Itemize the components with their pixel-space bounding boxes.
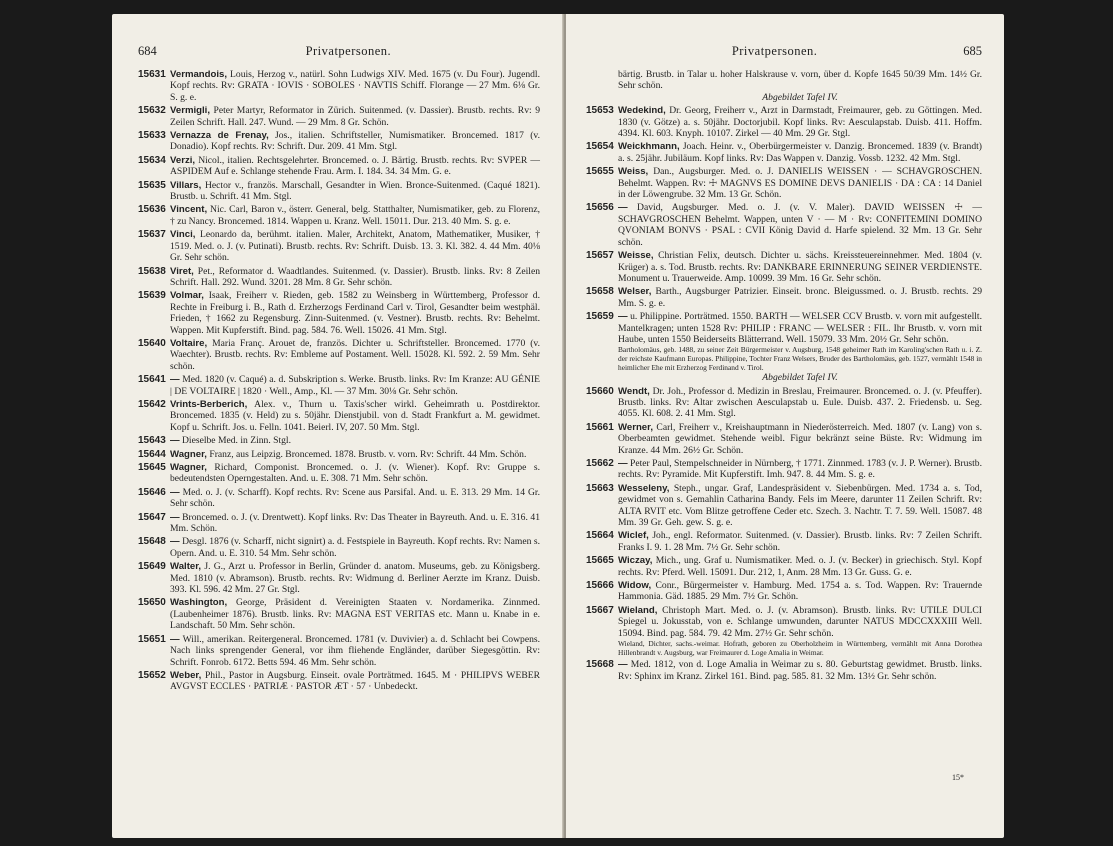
entry-body bbox=[618, 311, 982, 383]
lot-number: 15660 bbox=[586, 385, 614, 397]
entry-name: — bbox=[170, 435, 180, 447]
entry-description: David, Augsburger. Med. o. J. (v. V. Maler). DAVID WEISSEN ☩ — SCHAVGROSCHEN Behelmt. Wappen, unten V · — M · Rv: CONFITEMINI DOMINO QVONIAM BONVS · PSAL : CVII König David d. Harfe spielend. 32 Mm. 13 Gr. Sehr schön. bbox=[618, 202, 982, 248]
lot-number: 15661 bbox=[586, 421, 614, 433]
lot-number: 15650 bbox=[138, 597, 166, 609]
lot-number: 15635 bbox=[138, 179, 166, 191]
continued-entry-text: bärtig. Brustb. in Talar u. hoher Halskrause v. vorn, über d. Kopfe 1645 50/39 Mm. 14½ Gr. Sehr schön. bbox=[618, 69, 982, 92]
entry-body bbox=[618, 286, 982, 309]
entry-description: Maria Franç. Arouet de, französ. Dichter u. Schriftsteller. Broncemed. 1770 (v. Waechter). Brustb. rechts. Rv: Embleme auf Postament. Well. 15028. Kl. 592. 2. 59 Mm. Sehr schön. bbox=[170, 337, 540, 372]
catalog-entry bbox=[586, 555, 982, 578]
entry-name: — bbox=[170, 536, 180, 548]
entry-name: Wesseleny, bbox=[618, 482, 670, 494]
entry-description: Louis, Herzog v., natürl. Sohn Ludwigs XIV. Med. 1675 (v. Du Four). Jugendl. Kopf rechts. Rv: GRATA · IOVIS · SOBOLES · NAVTIS Schiff. Florange — 27 Mm. 6⅛ Gr. S. g. e. bbox=[170, 69, 540, 103]
catalog-entry bbox=[138, 204, 540, 227]
lot-number: 15655 bbox=[586, 166, 614, 178]
entry-name: — bbox=[170, 486, 180, 498]
entry-description: Joh., engl. Reformator. Suitenmed. (v. Dassier). Brustb. links. Rv: 7 Zeilen Schrift. Franks I. 9. 1. 28 Mm. 7½ Gr. Sehr schön. bbox=[618, 530, 982, 553]
running-head-title: Privatpersonen. bbox=[731, 44, 818, 58]
entry-body bbox=[170, 266, 540, 289]
lot-number: 15666 bbox=[586, 580, 614, 592]
catalog-entry bbox=[586, 250, 982, 284]
entry-body bbox=[170, 597, 540, 631]
catalog-entry bbox=[138, 597, 540, 631]
entry-body bbox=[618, 166, 982, 200]
lot-number: 15659 bbox=[586, 311, 614, 323]
catalog-entry bbox=[586, 458, 982, 481]
entry-body bbox=[170, 512, 540, 535]
entry-description: Will., amerikan. Reitergeneral. Broncemed. 1781 (v. Duvivier) a. d. Schlacht bei Cowpens. Nach links sprengender General, vor ihm fliehende Engländer, darüber Siegesgöttin. Rv: Schrift. Fonrob. 6172. Betts 594. 46 Mm. Sehr schön. bbox=[170, 633, 541, 668]
lot-number: 15651 bbox=[138, 633, 166, 645]
catalog-entry bbox=[586, 386, 982, 420]
catalog-entry bbox=[138, 338, 540, 372]
catalog-entry bbox=[586, 580, 982, 603]
entry-name: — bbox=[170, 633, 180, 645]
running-head-right bbox=[586, 44, 982, 59]
entry-description: Desgl. 1876 (v. Scharff, nicht signirt) a. d. Festspiele in Bayreuth. Kopf rechts. Rv: Namen s. Opern. And. u. E. 310. 54 Mm. Sehr schön. bbox=[170, 536, 540, 559]
continued-entry bbox=[618, 69, 982, 103]
entry-body bbox=[618, 659, 982, 682]
entry-name: Voltaire, bbox=[170, 337, 208, 349]
entry-description: Hector v., französ. Marschall, Gesandter in Wien. Bronce-Suitenmed. (Caqué 1821). Brustb. u. Schrift. 41 Mm. Stgl. bbox=[170, 179, 540, 203]
entry-name: Wieland, bbox=[618, 604, 658, 616]
entry-description: Carl, Freiherr v., Kreishauptmann in Niederösterreich. Med. 1807 (v. Lang) von s. Oberbeamten gewidmet. Stehende weibl. Figur bekränzt seine Büste. Rv: Widmung im Kranze. 44 Mm. 26½ Gr. Schön. bbox=[618, 421, 982, 456]
entry-description: Pet., Reformator d. Waadtlandes. Suitenmed. (v. Dassier). Brustb. links. Rv: 8 Zeilen Schrift. Hall. 292. Wund. 3201. 28 Mm. 8 Gr. Sehr schön. bbox=[170, 265, 541, 288]
entry-list-left bbox=[138, 69, 540, 693]
entry-description: Franz, aus Leipzig. Broncemed. 1878. Brustb. v. vorn. Rv: Schrift. 44 Mm. Schön. bbox=[209, 448, 527, 460]
entry-description: Dr. Joh., Professor d. Medizin in Breslau, Freimaurer. Broncemed. o. J. (v. Pfeuffer). Brustb. links. Rv: Altar zwischen Aesculapstab u. Eule. Duisb. 437. 2. Friedensb. u. Seg. 4055. Kl. 608. 2. 41 Mm. Stgl. bbox=[618, 385, 982, 420]
lot-number: 15644 bbox=[138, 448, 166, 460]
lot-number: 15638 bbox=[138, 265, 166, 277]
catalog-entry bbox=[586, 105, 982, 139]
right-page bbox=[566, 14, 1004, 838]
entry-name: Weisse, bbox=[618, 250, 654, 262]
catalog-entry bbox=[138, 266, 540, 289]
lot-number: 15646 bbox=[138, 486, 166, 498]
entry-body bbox=[618, 530, 982, 553]
lot-number: 15667 bbox=[586, 604, 614, 616]
entry-body bbox=[170, 69, 540, 103]
entry-footnote: Wieland, Dichter, sachs.-weimar. Hofrath, geboren zu Oberholzheim in Württemberg, vermählt mit Anna Dorothea Hillenbrandt v. Augsburg, war Freimaurer d. Loge Amalia in Weimar. bbox=[618, 639, 982, 657]
entry-description: Alex. v., Thurn u. Taxis'scher wirkl. Geheimrath u. Postdirektor. Broncemed. 1835 (v. Held) zu s. 50jähr. Dienstjubil. von d. Stadt Frankfurt a. M. gewidmet. Kopf u. Schrift. Jos. u. Felln. 1041. Beierl. IV, 207. 50 Mm. Stgl. bbox=[170, 398, 541, 433]
entry-description: Jos., italien. Schriftsteller, Numismatiker. Broncemed. 1817 (v. Donadio). Kopf rechts. Rv: Schrift. Dur. 209. 41 Mm. Stgl. bbox=[170, 130, 540, 153]
catalog-entry bbox=[586, 166, 982, 200]
entry-description: Med. 1812, von d. Loge Amalia in Weimar zu s. 80. Geburtstag gewidmet. Brustb. links. Rv: Sphinx im Kranz. Zirkel 161. Bind. pag. 585. 81. 32 Mm. 13½ Gr. Sehr schön. bbox=[618, 659, 982, 682]
entry-body bbox=[618, 202, 982, 248]
catalog-entry bbox=[138, 180, 540, 203]
catalog-entry bbox=[138, 69, 540, 103]
entry-body bbox=[170, 155, 540, 178]
entry-body bbox=[170, 435, 540, 446]
entry-body bbox=[170, 399, 540, 433]
entry-body bbox=[618, 605, 982, 657]
entry-body bbox=[170, 374, 540, 397]
entry-name: — bbox=[618, 457, 628, 469]
catalog-entry bbox=[138, 130, 540, 153]
catalog-entry bbox=[586, 422, 982, 456]
lot-number: 15641 bbox=[138, 374, 166, 386]
entry-name: Walter, bbox=[170, 561, 202, 573]
lot-number: 15642 bbox=[138, 398, 166, 410]
entry-body bbox=[170, 449, 540, 460]
catalog-entry bbox=[586, 311, 982, 383]
entry-description: Med. 1820 (v. Caqué) a. d. Subskription s. Werke. Brustb. links. Rv: Im Kranze: AU GÉNIE | DE VOLTAIRE | 1820 · Well., Amp., Kl. — 37 Mm. 30⅛ Gr. Sehr schön. bbox=[170, 374, 540, 397]
catalog-entry bbox=[586, 483, 982, 529]
entry-name: Weickhmann, bbox=[618, 141, 680, 153]
entry-body bbox=[618, 105, 982, 139]
lot-number: 15648 bbox=[138, 536, 166, 548]
lot-number: 15663 bbox=[586, 482, 614, 494]
entry-body bbox=[618, 458, 982, 481]
entry-body bbox=[170, 105, 540, 128]
lot-number: 15668 bbox=[586, 659, 614, 671]
entry-name: Wagner, bbox=[170, 462, 207, 473]
entry-description: Dan., Augsburger. Med. o. J. DANIELIS WEISSEN · — SCHAVGROSCHEN. Behelmt. Wappen. Rv: ☩ MAGNVS ES DOMINE DEVS DANIELIS · DA : CA : 14 Daniel in der Löwengrube. 32 Mm. 13 Gr. Schön. bbox=[618, 166, 982, 201]
entry-description: Peter Paul, Stempelschneider in Nürnberg, † 1771. Zinnmed. 1783 (v. J. P. Werner). Brustb. rechts. Rv: Pyramide. Mit Kupferstift. Imh. 947. 8. 44 Mm. S. g. e. bbox=[618, 457, 982, 481]
entry-description: Nicol., italien. Rechtsgelehrter. Broncemed. o. J. Bärtig. Brustb. rechts. Rv: SVPER — ASPIDEM Auf e. Schlange stehende Frau. Arm. I. 184. 34. 34 Mm. G. e. bbox=[170, 154, 540, 178]
lot-number: 15645 bbox=[138, 462, 166, 473]
entry-body bbox=[170, 634, 540, 668]
running-head-title: Privatpersonen. bbox=[305, 44, 392, 58]
entry-name: Verzi, bbox=[170, 154, 196, 166]
page-number: 685 bbox=[963, 44, 982, 58]
entry-name: — bbox=[618, 311, 628, 323]
entry-name: Wiclef, bbox=[618, 530, 649, 542]
entry-name: Werner, bbox=[618, 421, 654, 433]
lot-number: 15653 bbox=[586, 105, 614, 117]
entry-description: Phil., Pastor in Augsburg. Einseit. ovale Porträtmed. 1645. M · PHILIPVS WEBER AVGVST ECCLES · PATRIÆ · PASTOR ÆT · 57 · Unbedeckt. bbox=[170, 669, 540, 693]
catalog-entry bbox=[138, 536, 540, 559]
entry-body bbox=[618, 250, 982, 284]
catalog-entry bbox=[138, 512, 540, 535]
entry-description: Isaak, Freiherr v. Rieden, geb. 1582 zu Weinsberg in Württemberg, Professor d. Rechte in Freiburg i. B., Rath d. Erzherzogs Ferdinand Carl v. Tirol, Gesandter beim westphäl. Frieden, † 1662 zu Regensburg. Zinn-Suitenmed. (v. Vestner). Brustb. rechts. Rv: Behelmt. Wappen. Mit Kupferstift. Bind. pag. 584. 76. Well. 15026. 41 Mm. Stgl. bbox=[170, 290, 540, 336]
plate-reference: Abgebildet Tafel IV. bbox=[762, 91, 838, 103]
entry-name: Wagner, bbox=[170, 448, 207, 460]
lot-number: 15656 bbox=[586, 202, 614, 214]
lot-number: 15652 bbox=[138, 669, 166, 681]
entry-name: Volmar, bbox=[170, 290, 204, 302]
lot-number: 15662 bbox=[586, 457, 614, 469]
catalog-entry bbox=[138, 670, 540, 693]
entry-name: Wendt, bbox=[618, 385, 650, 397]
entry-name: Vermandois, bbox=[170, 69, 228, 80]
entry-description: Steph., ungar. Graf, Landespräsident v. Siebenbürgen. Med. 1734 a. s. Tod, gewidmet von s. Gemahlin Catharina Bandy. Fels im Meere, darunter 11 Zeilen Schrift. Rv: ALTA RVIT etc. Vom Blitze getroffene Ceder etc. Szech. 3. Nachtr. T. 7. 59. Well. 15087. 48 Mm. 39 Gr. Geh. gew. S. g. e. bbox=[618, 482, 982, 528]
entry-body bbox=[170, 487, 540, 510]
entry-body bbox=[618, 422, 982, 456]
entry-name: Vrints-Berberich, bbox=[170, 398, 248, 410]
lot-number: 15640 bbox=[138, 337, 166, 349]
catalog-entry bbox=[586, 141, 982, 164]
catalog-entry bbox=[138, 462, 540, 485]
lot-number: 15636 bbox=[138, 204, 166, 216]
entry-footnote: Bartholomäus, geb. 1488, zu seiner Zeit Bürgermeister v. Augsburg, 1548 geheimer Rath im Karoling'schen Rath u. i. Z. der reichste Kaufmann Europas. Philippine, Tochter Franz Welsers, Bruder des Bartholomäus, geb. 1527, vermählt 1548 in heimlicher Ehe mit Erzherzog Ferdinand v. Tirol. bbox=[618, 345, 982, 372]
entry-body bbox=[170, 204, 540, 227]
entry-name: Viret, bbox=[170, 265, 194, 277]
entry-description: J. G., Arzt u. Professor in Berlin, Gründer d. anatom. Museums, geb. zu Königsberg. Med. 1810 (v. Abramson). Brustb. rechts. Rv: Widmung d. Berliner Aerzte im Kranz. Duisb. 393. Kl. 596. 42 Mm. 27 Gr. Stgl. bbox=[170, 561, 540, 596]
lot-number: 15664 bbox=[586, 530, 614, 542]
entry-description: Broncemed. o. J. (v. Drentwett). Kopf links. Rv: Das Theater in Bayreuth. And. u. E. 316. 41 Mm. Schön. bbox=[170, 511, 540, 535]
entry-name: Vernazza de Frenay, bbox=[170, 130, 269, 142]
entry-name: Wiczay, bbox=[618, 555, 653, 567]
entry-description: Leonardo da, berühmt. italien. Maler, Architekt, Anatom, Mathematiker, Musiker, † 1519. Med. o. J. (v. Putinati). Brustb. rechts. Rv: Schrift. Duisb. 13. 3. Kl. 382. 4. 44 Mm. 40⅛ Gr. Sehr schön. bbox=[170, 229, 540, 264]
entry-name: — bbox=[618, 202, 628, 214]
entry-description: Barth., Augsburger Patrizier. Einseit. bronc. Bleigussmed. o. J. Brustb. rechts. 29 Mm. S. g. e. bbox=[618, 286, 983, 309]
catalog-entry bbox=[138, 374, 540, 397]
entry-description: Christian Felix, deutsch. Dichter u. sächs. Kreissteuereinnehmer. Med. 1804 (v. Krüger) a. s. Tod. Brustb. rechts. Rv: DANKBARE ERINNERUNG SEINER VERDIENSTE. Monument u. Trauerweide. Amp. 10099. 39 Mm. 16 Gr. Sehr schön. bbox=[618, 250, 982, 284]
lot-number: 15658 bbox=[586, 286, 614, 298]
entry-name: Villars, bbox=[170, 179, 202, 191]
entry-description: Richard, Componist. Broncemed. o. J. (v. Wiener). Kopf. Rv: Gruppe s. bedeutendsten Operngestalten. And. u. E. 308. 71 Mm. Sehr schön. bbox=[170, 462, 540, 485]
entry-body bbox=[170, 180, 540, 203]
lot-number: 15654 bbox=[586, 141, 614, 153]
entry-name: Weiss, bbox=[618, 166, 649, 178]
entry-body bbox=[170, 536, 540, 559]
catalog-entry bbox=[586, 202, 982, 248]
entry-body bbox=[170, 130, 540, 153]
entry-name: — bbox=[170, 511, 180, 523]
entry-description: Med. o. J. (v. Scharff). Kopf rechts. Rv: Scene aus Parsifal. And. u. E. 313. 29 Mm. 14 Gr. Sehr schön. bbox=[170, 486, 540, 510]
entry-body bbox=[170, 229, 540, 263]
catalog-entry bbox=[586, 530, 982, 553]
catalog-entry bbox=[586, 286, 982, 309]
lot-number: 15639 bbox=[138, 290, 166, 302]
catalog-entry bbox=[586, 605, 982, 657]
entry-name: Widow, bbox=[618, 580, 652, 592]
entry-description: George, Präsident d. Vereinigten Staaten v. Nordamerika. Zinnmed. (Laubenheimer 1876). Brustb. links. Rv: MAGNA EST VERITAS etc. Mann u. Knabe in e. Landschaft. 50 Mm. Sehr schön. bbox=[170, 597, 540, 632]
entry-name: Welser, bbox=[618, 286, 652, 298]
entry-description: Joach. Heinr. v., Oberbürgermeister v. Danzig. Broncemed. 1839 (v. Brandt) a. s. 25jähr. Jubiläum. Kopf links. Rv: Das Wappen v. Danzig. Vossb. 1232. 42 Mm. Stgl. bbox=[618, 141, 982, 164]
signature-mark: 15* bbox=[952, 773, 964, 782]
plate-reference: Abgebildet Tafel IV. bbox=[762, 372, 838, 384]
lot-number: 15631 bbox=[138, 69, 166, 80]
entry-name: Vinci, bbox=[170, 229, 196, 241]
catalog-entry bbox=[138, 435, 540, 446]
lot-number: 15633 bbox=[138, 130, 166, 142]
entry-name: Vermigli, bbox=[170, 105, 210, 117]
entry-body bbox=[618, 555, 982, 578]
entry-name: — bbox=[170, 374, 180, 386]
lot-number: 15637 bbox=[138, 229, 166, 241]
entry-name: — bbox=[618, 659, 628, 671]
lot-number: 15647 bbox=[138, 511, 166, 523]
entry-description: Dr. Georg, Freiherr v., Arzt in Darmstadt, Freimaurer, geb. zu Göttingen. Med. 1830 (v. Götze) a. s. 50jähr. Doctorjubil. Kopf links. Rv: Aesculapstab. Duisb. 411. Hoffm. 4394. Kl. 603. Knyph. 10107. Zirkel — 40 Mm. 29 Gr. Stgl. bbox=[618, 105, 982, 140]
entry-name: Weber, bbox=[170, 669, 202, 681]
entry-name: Wedekind, bbox=[618, 105, 666, 117]
lot-number: 15634 bbox=[138, 154, 166, 166]
running-head-left bbox=[138, 44, 540, 59]
lot-number: 15643 bbox=[138, 435, 166, 447]
entry-body bbox=[170, 290, 540, 336]
entry-body bbox=[170, 462, 540, 485]
catalog-entry bbox=[138, 399, 540, 433]
catalog-entry bbox=[138, 449, 540, 460]
page-number: 684 bbox=[138, 44, 157, 58]
catalog-entry bbox=[138, 487, 540, 510]
left-page bbox=[112, 14, 564, 838]
entry-description: Conr., Bürgermeister v. Hamburg. Med. 1754 a. s. Tod. Wappen. Rv: Trauernde Hammonia. Gäd. 1885. 29 Mm. 7½ Gr. Schön. bbox=[618, 580, 982, 603]
entry-description: u. Philippine. Porträtmed. 1550. BARTH — WELSER CCV Brustb. v. vorn mit aufgestellt. Mantelkragen; unten 1528 Rv: PHILIP : FRANC — WELSER : FIL. Ihr Brustb. v. vorn mit Haube, unten 1550 Beiderseits Blätterrand. Well. 15079. 33 Mm. 20½ Gr. Sehr schön. bbox=[618, 311, 982, 345]
entry-body bbox=[170, 670, 540, 693]
entry-description: Peter Martyr, Reformator in Zürich. Suitenmed. (v. Dassier). Brustb. rechts. Rv: 9 Zeilen Schrift. Hall. 247. Wund. — 29 Mm. 8 Gr. Schön. bbox=[170, 105, 540, 128]
entry-description: Nic. Carl, Baron v., österr. General, belg. Statthalter, Numismatiker, geb. zu Florenz, † zu Nancy. Broncemed. 1814. Wappen u. Kranz. Well. 15011. Dur. 213. 40 Mm. S. g. e. bbox=[170, 204, 540, 227]
entry-body bbox=[618, 386, 982, 420]
entry-body bbox=[618, 483, 982, 529]
entry-description: Dieselbe Med. in Zinn. Stgl. bbox=[182, 435, 291, 447]
entry-body bbox=[618, 141, 982, 164]
catalog-entry bbox=[138, 634, 540, 668]
entry-body bbox=[618, 580, 982, 603]
lot-number: 15649 bbox=[138, 561, 166, 573]
catalog-entry bbox=[138, 155, 540, 178]
entry-body bbox=[170, 338, 540, 372]
entry-description: Mich., ung. Graf u. Numismatiker. Med. o. J. (v. Becker) in griechisch. Styl. Kopf rechts. Rv: Pferd. Well. 15091. Dur. 212, 1, Anm. 28 Mm. 13 Gr. Guss. G. e. bbox=[618, 555, 982, 578]
entry-name: Vincent, bbox=[170, 204, 208, 216]
catalog-entry bbox=[138, 105, 540, 128]
entry-name: Washington, bbox=[170, 597, 228, 609]
lot-number: 15632 bbox=[138, 105, 166, 117]
catalog-entry bbox=[138, 290, 540, 336]
entry-body bbox=[170, 561, 540, 595]
catalog-entry bbox=[138, 561, 540, 595]
catalog-entry bbox=[138, 229, 540, 263]
lot-number: 15665 bbox=[586, 555, 614, 567]
entry-description: Christoph Mart. Med. o. J. (v. Abramson). Brustb. links. Rv: UTILE DULCI Spiegel u. Jokusstab, von e. Schlange umwunden, darunter NATUS MDCCXXXIII Well. 15094. Bind. pag. 584. 79. 42 Mm. 27½ Gr. Sehr schön. bbox=[618, 604, 982, 639]
entry-list-right bbox=[586, 105, 982, 682]
lot-number: 15657 bbox=[586, 250, 614, 262]
catalog-entry bbox=[586, 659, 982, 682]
